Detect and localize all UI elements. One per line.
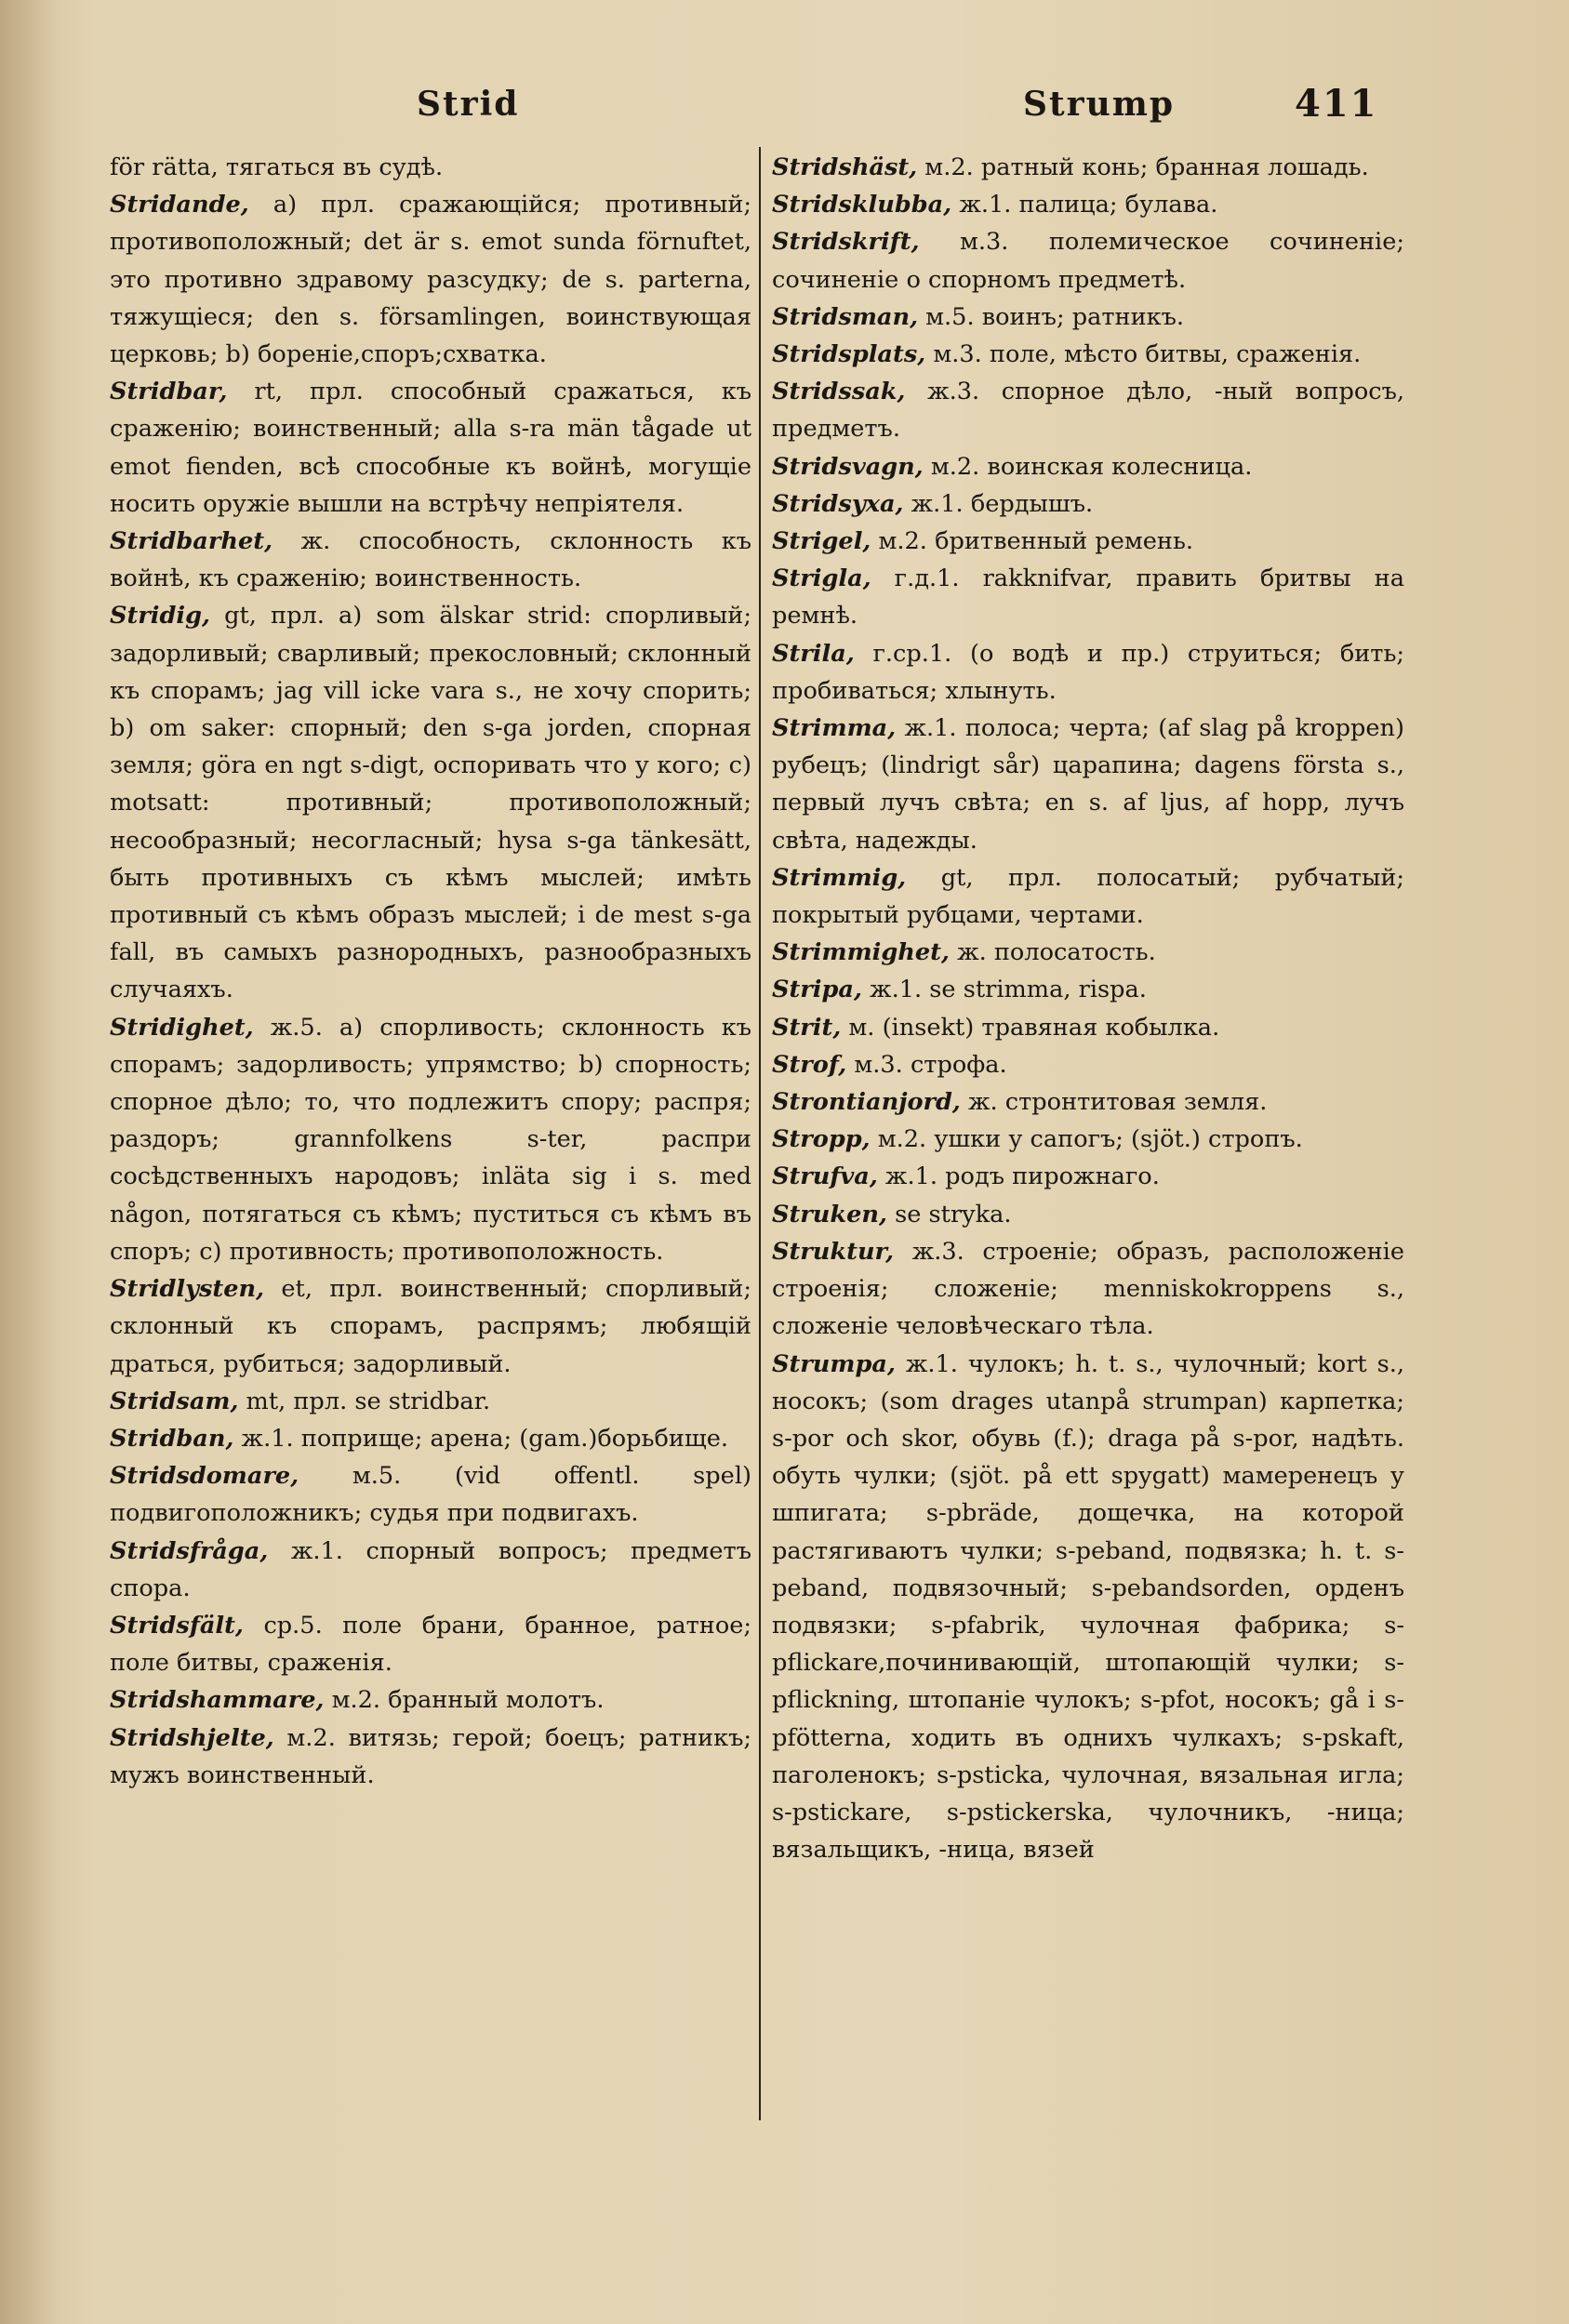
entry-definition: rt, прл. способный сражаться, къ сраженію; воинственный; alla s-ra män tågade ut emot fienden, всѣ способные къ войнѣ, могущіе носить оружіе вышли на встрѣчу непріятеля. — [110, 378, 751, 518]
dictionary-entry — [772, 223, 1404, 298]
dictionary-entry — [110, 186, 751, 373]
entry-definition: ж. стронтитовая земля. — [967, 1088, 1268, 1117]
dictionary-entry — [772, 1233, 1404, 1346]
dictionary-entry — [772, 1346, 1404, 1869]
entry-headword: Stridlysten, — [110, 1275, 265, 1304]
entry-definition: м.3. поле, мѣсто битвы, сраженія. — [933, 340, 1362, 369]
entry-definition: м.2. ушки у сапогъ; (sjöt.) стропъ. — [877, 1125, 1303, 1154]
entry-definition: ср.5. поле брани, бранное, ратное; поле битвы, сраженія. — [110, 1611, 751, 1678]
left-column — [110, 149, 751, 1794]
entry-headword: Strimma, — [772, 714, 897, 743]
entry-definition: ж.1. чулокъ; h. t. s., чулочный; kort s., носокъ; (som drages utanpå strumpan) карпетка; s-por och skor, обувь (f.); draga på s-por, надѣть. обуть чулки; (sjöt. på ett spygatt) мамеренецъ у шпигата; s-pbräde, дощечка, на которой растягиваютъ чулки; s-peband, подвязка; h. t. s-peband, подвязочный; s-pebandsorden, орденъ подвязки; s-pfabrik, чулочная фабрика; s-pflickare,починивающій, штопающій чулки; s-pflickning, штопаніе чулокъ; s-pfot, носокъ; gå i s-pfötterna, ходить въ однихъ чулкахъ; s-pskaft, паголенокъ; s-psticka, чулочная, вязальная игла; s-pstickare, s-pstickerska, чулочникъ, -ница; вязальщикъ, -ница, вязей — [772, 1349, 1405, 1865]
entry-definition: м.3. строфа. — [854, 1050, 1007, 1079]
entry-definition: ж.1. родъ пирожнаго. — [884, 1162, 1160, 1191]
dictionary-entry — [110, 1383, 751, 1420]
entry-definition: ж. полосатость. — [957, 938, 1156, 967]
entry-definition: г.ср.1. (о водѣ и пр.) струиться; бить; пробиваться; хлынуть. — [772, 639, 1405, 705]
page-number: 411 — [1295, 82, 1378, 126]
entry-headword: Struken, — [772, 1200, 887, 1228]
dictionary-entry — [772, 336, 1404, 373]
entry-headword: Stridbarhet, — [110, 527, 273, 556]
entry-definition: м.2. бранный молотъ. — [331, 1686, 605, 1715]
entry-headword: Stridsman, — [772, 302, 918, 331]
entry-headword: Stridsvagn, — [772, 452, 924, 481]
dictionary-entry — [110, 1720, 751, 1794]
entry-definition: ж.3. спорное дѣло, -ный вопросъ, предметъ. — [772, 378, 1404, 444]
dictionary-entry — [772, 635, 1404, 710]
entry-definition: ж.1. бердышъ. — [911, 489, 1094, 518]
dictionary-entry — [772, 523, 1404, 560]
running-head-left: Strid — [417, 85, 520, 124]
dictionary-entry — [772, 485, 1404, 523]
entry-headword: Stridshäst, — [772, 153, 918, 181]
entry-headword: Strigla, — [772, 564, 871, 593]
entry-headword: Strigel, — [772, 527, 871, 556]
entry-headword: Stridban, — [110, 1424, 234, 1453]
entry-definition: et, прл. воинственный; спорливый; склонный къ спорамъ, распрямъ; любящій драться, рубиться; задорливый. — [110, 1275, 751, 1378]
entry-headword: Strumpa, — [772, 1349, 896, 1378]
entry-definition: м.2. бритвенный ремень. — [878, 527, 1194, 556]
dictionary-entry — [110, 149, 751, 186]
dictionary-entry — [772, 149, 1404, 186]
dictionary-entry — [110, 1270, 751, 1383]
dictionary-entry — [110, 1457, 751, 1532]
entry-headword: Stripa, — [772, 976, 862, 1004]
dictionary-entry — [110, 1420, 751, 1457]
dictionary-entry — [772, 971, 1404, 1008]
dictionary-entry — [772, 1121, 1404, 1158]
entry-headword: Stridsplats, — [772, 340, 926, 369]
dictionary-entry — [772, 448, 1404, 485]
entry-headword: Stridsfält, — [110, 1611, 244, 1640]
entry-headword: Stridshammare, — [110, 1686, 325, 1715]
entry-headword: Stridighet, — [110, 1013, 254, 1042]
entry-headword: Stridsdomare, — [110, 1462, 299, 1491]
dictionary-entry — [110, 1607, 751, 1681]
dictionary-entry — [772, 1196, 1404, 1233]
entry-definition: gt, прл. a) som älskar strid: спорливый; задорливый; сварливый; прекословный; склонный къ спорамъ; jag vill icke vara s., не хочу спорить; b) om saker: спорный; den s-ga jorden, спорная земля; göra en ngt s-digt, оспоривать что у кого; c) motsatt: противный; противоположный; несообразный; несогласный; hysa s-ga tänkesätt, быть противныхъ съ кѣмъ мыслей; имѣть противный съ кѣмъ образъ мыслей; i de mest s-ga fall, въ самыхъ разнородныхъ, разнообразныхъ случаяхъ. — [110, 602, 751, 1004]
entry-definition: м.2. ратный конь; бранная лошадь. — [924, 153, 1369, 181]
entry-headword: Stridsklubba, — [772, 191, 952, 219]
entry-headword: Stridsyxa, — [772, 489, 904, 518]
entry-headword: Struktur, — [772, 1237, 895, 1266]
entry-headword: Stridande, — [110, 191, 249, 219]
entry-definition: ж.3. строеніе; образъ, расположеніе строенія; сложеніе; menniskokroppens s., сложеніе человѣческаго тѣла. — [772, 1237, 1405, 1341]
entry-definition: м.5. воинъ; ратникъ. — [925, 302, 1185, 331]
binding-shadow — [0, 0, 56, 2324]
entry-definition: gt, прл. полосатый; рубчатый; покрытый рубцами, чертами. — [772, 863, 1404, 930]
entry-definition: ж.1. спорный вопросъ; предметъ спора. — [110, 1536, 751, 1602]
dictionary-entry — [772, 1046, 1404, 1083]
entry-definition: mt, прл. se stridbar. — [246, 1387, 491, 1415]
dictionary-entry — [772, 1158, 1404, 1195]
entry-headword: Stridig, — [110, 602, 210, 631]
entry-headword: Strontianjord, — [772, 1088, 961, 1117]
dictionary-entry — [110, 523, 751, 597]
entry-headword: Strof, — [772, 1050, 847, 1079]
dictionary-entry — [772, 1009, 1404, 1046]
dictionary-entry — [110, 373, 751, 523]
entry-headword: Strimmighet, — [772, 938, 950, 967]
entry-definition: se stryka. — [895, 1200, 1012, 1228]
entry-headword: Stridsfråga, — [110, 1536, 269, 1565]
dictionary-entry — [110, 1533, 751, 1607]
entry-definition: ж.1. палица; булава. — [959, 191, 1218, 219]
column-divider — [759, 147, 761, 2120]
entry-definition: м. (insekt) травяная кобылка. — [848, 1013, 1220, 1042]
dictionary-entry — [110, 1681, 751, 1719]
entry-headword: Strila, — [772, 639, 855, 668]
entry-definition: ж.1. se strimma, rispa. — [870, 976, 1147, 1004]
entry-headword: Stridskrift, — [772, 228, 920, 257]
entry-headword: Strimmig, — [772, 863, 907, 892]
dictionary-entry — [772, 373, 1404, 447]
dictionary-entry — [772, 560, 1404, 634]
right-column — [772, 149, 1404, 1868]
entry-definition: för rätta, тягаться въ судѣ. — [110, 153, 444, 181]
dictionary-entry — [110, 597, 751, 1008]
entry-definition: ж.1. полоса; черта; (af slag på kroppen) рубецъ; (lindrigt sår) царапина; dagens första s., первый лучъ свѣта; en s. af ljus, af hopp, лучъ свѣта, надежды. — [772, 714, 1405, 855]
dictionary-entry — [772, 186, 1404, 223]
entry-definition: м.2. воинская колесница. — [930, 452, 1253, 481]
entry-definition: a) прл. сражающійся; противный; противоположный; det är s. emot sunda förnuftet, это противно здравому разсудку; de s. parterna, тяжущіеся; den s. församlingen, воинствующая церковь; b) бореніе,споръ;схватка. — [110, 191, 751, 369]
dictionary-entry — [772, 934, 1404, 971]
dictionary-entry — [772, 859, 1404, 934]
dictionary-entry — [110, 1009, 751, 1270]
running-head-right: Strump — [1023, 85, 1176, 124]
entry-headword: Stridsam, — [110, 1387, 239, 1415]
dictionary-entry — [772, 1083, 1404, 1121]
entry-definition: г.д.1. rakknifvar, править бритвы на ремнѣ. — [772, 564, 1404, 631]
entry-headword: Stridshjelte, — [110, 1723, 274, 1752]
entry-headword: Strufva, — [772, 1162, 878, 1191]
entry-definition: м.2. витязь; герой; боецъ; ратникъ; мужъ воинственный. — [110, 1723, 751, 1789]
dictionary-entry — [772, 299, 1404, 336]
entry-definition: м.5. (vid offentl. spel) подвигоположникъ; судья при подвигахъ. — [110, 1462, 752, 1528]
dictionary-entry — [772, 710, 1404, 859]
entry-headword: Stridbar, — [110, 378, 228, 406]
entry-definition: ж.1. поприще; арена; (gam.)борьбище. — [241, 1424, 729, 1453]
entry-definition: ж.5. a) спорливость; склонность къ спорамъ; задорливость; упрямство; b) спорность; спорное дѣло; то, что подлежитъ спору; распря; раздоръ; grannfolkens s-ter, распри сосѣдственныхъ народовъ; inläta sig i s. med någon, потягаться съ кѣмъ; пуститься съ кѣмъ въ споръ; c) противность; противоположность. — [110, 1013, 752, 1266]
entry-definition: м.3. полемическое сочиненіе; сочиненіе о спорномъ предметѣ. — [772, 228, 1404, 294]
entry-definition: ж. способность, склонность къ войнѣ, къ сраженію; воинственность. — [110, 527, 751, 593]
entry-headword: Strit, — [772, 1013, 842, 1042]
entry-headword: Stridssak, — [772, 378, 906, 406]
entry-headword: Stropp, — [772, 1125, 871, 1154]
